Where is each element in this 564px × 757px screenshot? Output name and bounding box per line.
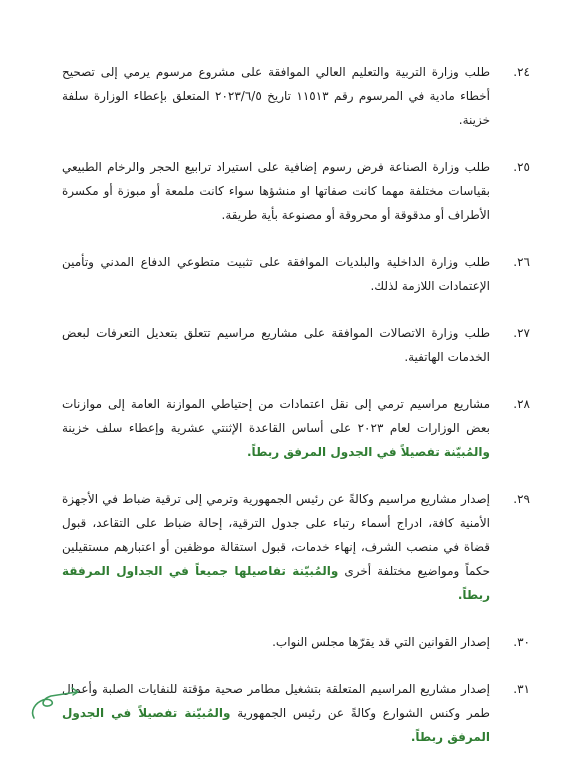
- item-body: طلب وزارة الاتصالات الموافقة على مشاريع مراسيم تتعلق بتعديل التعرفات لبعض الخدمات الهاتفية.: [62, 326, 490, 364]
- agenda-item: [62, 60, 530, 132]
- item-text: [62, 630, 490, 654]
- item-body: إصدار مشاريع المراسيم المتعلقة بتشغيل مطامر صحية مؤقتة للنفايات الصلبة وأعمال طمر وكنس الشوارع وكالةً عن رئيس الجمهورية: [62, 682, 490, 720]
- item-text: [62, 60, 490, 132]
- item-number: ٢٤.: [513, 65, 530, 79]
- item-text: [62, 487, 490, 607]
- item-number: ٣٠.: [513, 635, 530, 649]
- agenda-list: [62, 60, 530, 757]
- item-number: ٢٧.: [513, 326, 530, 340]
- agenda-item: [62, 321, 530, 369]
- item-body: طلب وزارة التربية والتعليم العالي الموافقة على مشروع مرسوم يرمي إلى تصحيح أخطاء مادية في المرسوم رقم ١١٥١٣ تاريخ ٢٠٢٣/٦/٥ المتعلق بإعطاء الوزارة سلفة خزينة.: [62, 65, 490, 127]
- item-text: [62, 392, 490, 464]
- agenda-item: [62, 250, 530, 298]
- agenda-item: [62, 677, 530, 749]
- agenda-item: [62, 487, 530, 607]
- signature: [26, 684, 86, 724]
- item-number: ٢٥.: [513, 160, 530, 174]
- item-number: ٢٨.: [513, 397, 530, 411]
- item-text: [62, 677, 490, 749]
- item-body: طلب وزارة الداخلية والبلديات الموافقة على تثبيت متطوعي الدفاع المدني وتأمين الإعتمادات اللازمة لذلك.: [62, 255, 490, 293]
- item-text: [62, 155, 490, 227]
- item-highlight: والمُبيّنة تفصيلاً في الجدول المرفق ربطاً.: [247, 445, 490, 459]
- item-body: إصدار القوانين التي قد يقرّها مجلس النواب.: [272, 635, 490, 649]
- item-number: ٣١.: [513, 682, 530, 696]
- item-highlight: والمُبيّنة تفصيلاً في الجدول المرفق ربطاً.: [62, 706, 490, 744]
- agenda-item: [62, 155, 530, 227]
- agenda-item: [62, 392, 530, 464]
- item-body: إصدار مشاريع مراسيم وكالةً عن رئيس الجمهورية وترمي إلى ترقية ضباط في الأجهزة الأمنية كافة، ادراج أسماء رتباء على جدول الترقية، إحالة ضباط على التقاعد، قبول قضاة في منصب الشرف، إنهاء خدمات، قبول استقالة موظفين أو اعتبارهم مستقيلين حكماً ومواضيع مختلفة أخرى: [62, 492, 490, 578]
- item-body: طلب وزارة الصناعة فرض رسوم إضافية على استيراد ترابيع الحجر والرخام الطبيعي بقياسات مختلفة مهما كانت صفاتها او منشؤها سواء كانت ملمعة أو مبوزة أو مكسرة الأطراف أو مدقوقة أو محروقة أو مصنوعة بأية طريقة.: [62, 160, 490, 222]
- item-body: مشاريع مراسيم ترمي إلى نقل اعتمادات من إحتياطي الموازنة العامة إلى موازنات بعض الوزارات لعام ٢٠٢٣ على أساس القاعدة الإثنتي عشرية وإعطاء سلف خزينة: [62, 397, 490, 435]
- item-number: ٢٩.: [513, 492, 530, 506]
- item-highlight: والمُبيّنة تفاصيلها جميعاً في الجداول المرفقة ربطاً.: [62, 564, 490, 602]
- item-text: [62, 250, 490, 298]
- agenda-item: [62, 630, 530, 654]
- item-number: ٢٦.: [513, 255, 530, 269]
- item-text: [62, 321, 490, 369]
